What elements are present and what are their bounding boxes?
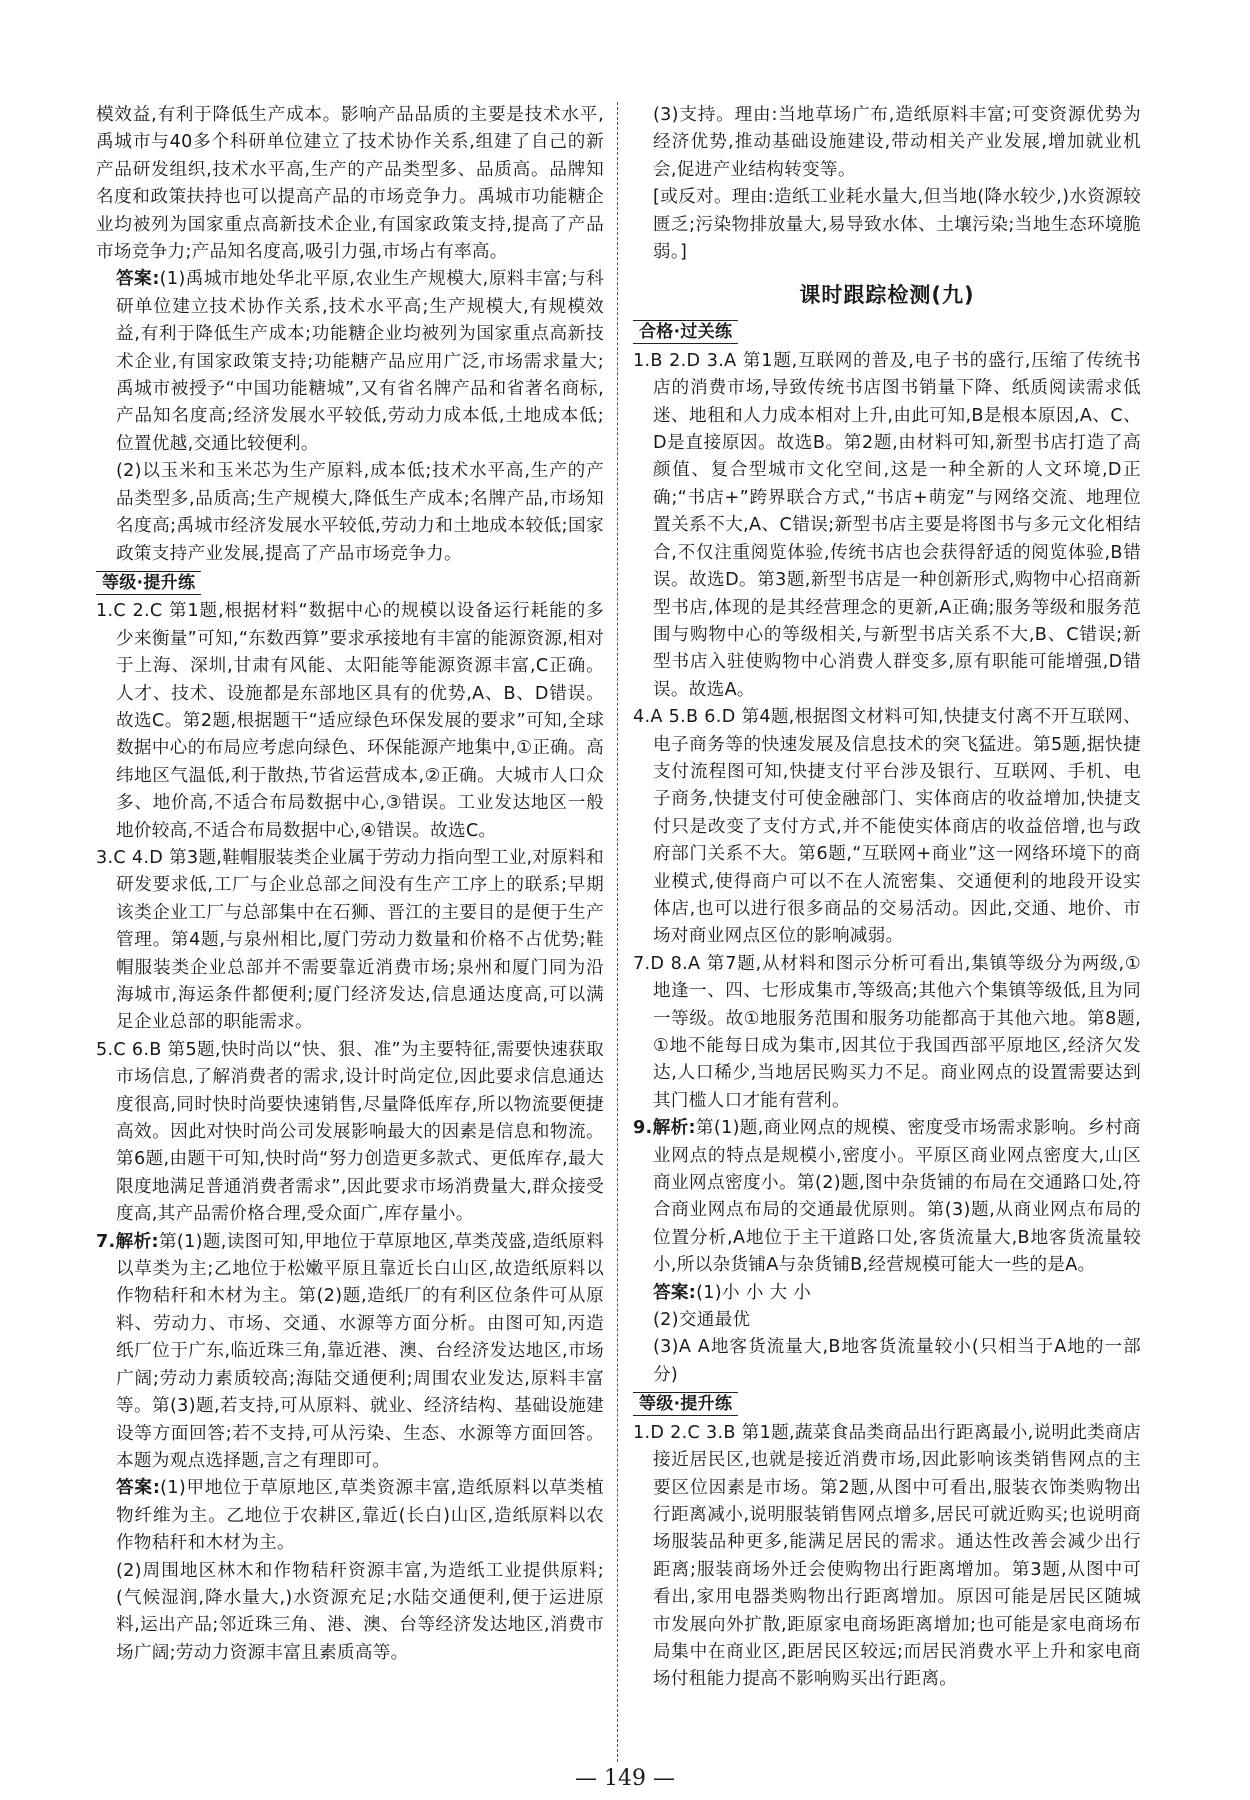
question-explanation: 7.D 8.A 第7题,从材料和图示分析可看出,集镇等级分为两级,①地逢一、四、七形成集市,等级高;其他六个集镇等级低,且为同一等级。故①地服务范围和服务功能都高于其他六地。第8题,①地不能每日成为集市,因其位于我国西部平原地区,经济欠发达,人口稀少,当地居民购买力不足。商业网点的设置需要达到其门槛人口才能有营利。 — [633, 953, 1141, 1111]
question-explanation: 3.C 4.D 第3题,鞋帽服装类企业属于劳动力指向型工业,对原料和研发要求低,工厂与企业总部之间没有生产工序上的联系;早期该类企业工厂与总部集中在石狮、晋江的主要目的是便于生产管理。第4题,与泉州相比,厦门劳动力数量和价格不占优势;鞋帽服装类企业总部并不需要靠近消费市场;泉州和厦门同为沿海城市,海运条件都便利;厦门经济发达,信息通达度高,可以满足企业总部的职能需求。 — [96, 847, 604, 1033]
answer-text: (3)支持。理由:当地草场广布,造纸原料丰富;可变资源优势为经济优势,推动基础设施建设,带动相关产业发展,增加就业机会,促进产业结构转变等。 — [653, 105, 1141, 180]
section-tag-advanced: 等级·提升练 — [96, 571, 201, 595]
analysis-text: 第(1)题,读图可知,甲地位于草原地区,草类茂盛,造纸原料以草类为主;乙地位于松嫩平原且靠近长白山区,故造纸原料以作物秸秆和木材为主。第(2)题,造纸厂的有利区位条件可从原料、劳动力、市场、交通、水源等方面分析。由图可知,丙造纸厂位于广东,临近珠三角,靠近港、澳、台经济发达地区,市场广阔;劳动力素质较高;海陆交通便利;周围农业发达,原料丰富等。第(3)题,若支持,可从原料、就业、经济结构、基础设施建设等方面回答;若不支持,可从污染、生态、水源等方面回答。本题为观点选择题,言之有理即可。 — [116, 1231, 605, 1471]
analysis-label: 7.解析: — [96, 1231, 159, 1252]
question-explanation: 1.D 2.C 3.B 第1题,蔬菜食品类商品出行距离最小,说明此类商店接近居民区,也就是接近消费市场,因此影响该类销售网点的主要区位因素是市场。第2题,从图中可看出,服装衣饰类购物出行距离减小,说明服装销售网点增多,居民可就近购买;也说明商场服装品种更多,能满足居民的需求。通达性改善会减少出行距离;服装商场外迁会使购物出行距离增加。第3题,从图中可看出,家用电器类购物出行距离增加。原因可能是居民区随城市发展向外扩散,距原家电商场距离增加;也可能是家电商场布局集中在商业区,距居民区较远;而居民消费水平上升和家电商场付租能力提高不影响购买出行距离。 — [633, 1422, 1141, 1690]
analysis-text: 第(1)题,商业网点的规模、密度受市场需求影响。乡村商业网点的特点是规模小,密度小。平原区商业网点密度大,山区商业网点密度小。第(2)题,图中杂货铺的布局在交通路口处,符合商业网点布局的交通最优原则。第(3)题,从商业网点布局的位置分析,A地位于主干道路口处,客货流量大,B地客货流量较小,所以杂货铺A与杂货铺B,经营规模可能大一些的是A。 — [653, 1118, 1141, 1276]
left-column — [96, 102, 604, 1667]
answer-text: (3)A A地客货流量大,B地客货流量较小(只相当于A地的一部分) — [653, 1337, 1141, 1385]
answer-text: (1)禹城市地处华北平原,农业生产规模大,原料丰富;与科研单位建立技术协作关系,技术水平高;生产规模大,有规模效益,有利于降低生产成本;功能糖企业均被列为国家重点高新技术企业,有国家政策支持;功能糖产品应用广泛,市场需求量大;禹城市被授予“中国功能糖城”,又有省名牌产品和省著名商标,产品知名度高;经济发展水平较低,劳动力成本低,土地成本低;位置优越,交通比较便利。 — [116, 269, 604, 454]
section-tag-basic: 合格·过关练 — [633, 320, 738, 344]
answer-text: (2)交通最优 — [653, 1310, 751, 1331]
question-explanation: 1.C 2.C 第1题,根据材料“数据中心的规模以设备运行耗能的多少来衡量”可知,“东数西算”要求承接地有丰富的能源资源,相对于上海、深圳,甘肃有风能、太阳能等能源资源丰富,C正确。人才、技术、设施都是东部地区具有的优势,A、B、D错误。故选C。第2题,根据题干“适应绿色环保发展的要求”可知,全球数据中心的布局应考虑向绿色、环保能源产地集中,①正确。高纬地区气温低,利于散热,节省运营成本,②正确。大城市人口众多、地价高,不适合布局数据中心,③错误。工业发达地区一般地价较高,不适合布局数据中心,④错误。故选C。 — [96, 601, 604, 841]
page-number: — 149 — — [575, 1766, 675, 1791]
answer-text: (1)甲地位于草原地区,草类资源丰富,造纸原料以草类植物纤维为主。乙地位于农耕区,靠近(长白)山区,造纸原料以农作物秸秆和木材为主。 — [116, 1478, 604, 1554]
answer-text: (2)周围地区林木和作物秸秆资源丰富,为造纸工业提供原料;(气候湿润,降水量大,)水资源充足;水陆交通便利,便于运进原料,运出产品;邻近珠三角、港、澳、台等经济发达地区,消费市场广阔;劳动力资源丰富且素质高等。 — [116, 1560, 604, 1663]
question-explanation: 4.A 5.B 6.D 第4题,根据图文材料可知,快捷支付离不开互联网、电子商务等的快速发展及信息技术的突飞猛进。第5题,据快捷支付流程图可知,快捷支付平台涉及银行、互联网、手机、电子商务,快捷支付可使金融部门、实体商店的收益增加,快捷支付只是改变了支付方式,并不能使实体商店的收益倍增,也与政府部门关系不大。第6题,“互联网+商业”这一网络环境下的商业模式,使得商户可以不在人流密集、交通便利的地段开设实体店,也可以进行很多商品的交易活动。因此,交通、地价、市场对商业网点区位的影响减弱。 — [633, 707, 1141, 947]
answer-label: 答案: — [653, 1282, 697, 1303]
answer-text: (1)小 小 大 小 — [696, 1282, 812, 1303]
column-divider — [617, 102, 618, 1762]
right-column — [633, 102, 1141, 1694]
answer-block — [96, 266, 604, 458]
answer-block — [96, 1475, 604, 1557]
question-explanation — [96, 1229, 604, 1476]
answer-block — [633, 1280, 1141, 1307]
paragraph: 模效益,有利于降低生产成本。影响产品品质的主要是技术水平,禹城市与40多个科研单位建立了技术协作关系,组建了自己的新产品研发组织,技术水平高,生产的产品类型多、品质高。品牌知名度和政策扶持也可以提高产品的市场竞争力。禹城市功能糖企业均被列为国家重点高新技术企业,有国家政策支持,提高了产品市场竞争力;产品知名度高,吸引力强,市场占有率高。 — [96, 105, 604, 263]
analysis-label: 9.解析: — [633, 1118, 696, 1139]
section-title: 课时跟踪检测(九) — [799, 283, 975, 308]
answer-label: 答案: — [116, 1478, 161, 1499]
answer-text: (2)以玉米和玉米芯为生产原料,成本低;技术水平高,生产的产品类型多,品质高;生产规模大,降低生产成本;名牌产品,市场知名度高;禹城市经济发展水平较低,劳动力和土地成本较低;国家政策支持产业发展,提高了产品市场竞争力。 — [116, 461, 604, 564]
question-explanation — [633, 1115, 1141, 1279]
section-tag-advanced: 等级·提升练 — [633, 1392, 738, 1416]
answer-text: [或反对。理由:造纸工业耗水量大,但当地(降水较少,)水资源较匮乏;污染物排放量大,易导致水体、土壤污染;当地生态环境脆弱。] — [653, 187, 1141, 263]
question-explanation: 5.C 6.B 第5题,快时尚以“快、狠、准”为主要特征,需要快速获取市场信息,了解消费者的需求,设计时尚定位,因此要求信息通达度很高,同时快时尚要快速销售,尽量降低库存,所以物流要便捷高效。因此对快时尚公司发展影响最大的因素是信息和物流。第6题,由题干可知,快时尚“努力创造更多款式、更低库存,最大限度地满足普通消费者需求”,因此要求市场消费量大,群众接受度高,其产品需价格合理,受众面广,库存量小。 — [96, 1039, 604, 1225]
question-explanation: 1.B 2.D 3.A 第1题,互联网的普及,电子书的盛行,压缩了传统书店的消费市场,导致传统书店图书销量下降、纸质阅读需求低迷、地租和人力成本相对上升,由此可知,B是根本原因,A、C、D是直接原因。故选B。第2题,由材料可知,新型书店打造了高颜值、复合型城市文化空间,这是一种全新的人文环境,D正确;“书店+”跨界联合方式,“书店+萌宠”与网络交流、地理位置关系不大,A、C错误;新型书店主要是将图书与多元文化相结合,不仅注重阅览体验,传统书店也会获得舒适的阅览体验,B错误。故选D。第3题,新型书店是一种创新形式,购物中心招商新型书店,体现的是其经营理念的更新,A正确;服务等级和服务范围与购物中心的等级相关,与新型书店关系不大,B、C错误;新型书店入驻使购物中心消费人群变多,原有职能可能增强,D错误。故选A。 — [633, 350, 1141, 700]
answer-label: 答案: — [116, 269, 160, 290]
